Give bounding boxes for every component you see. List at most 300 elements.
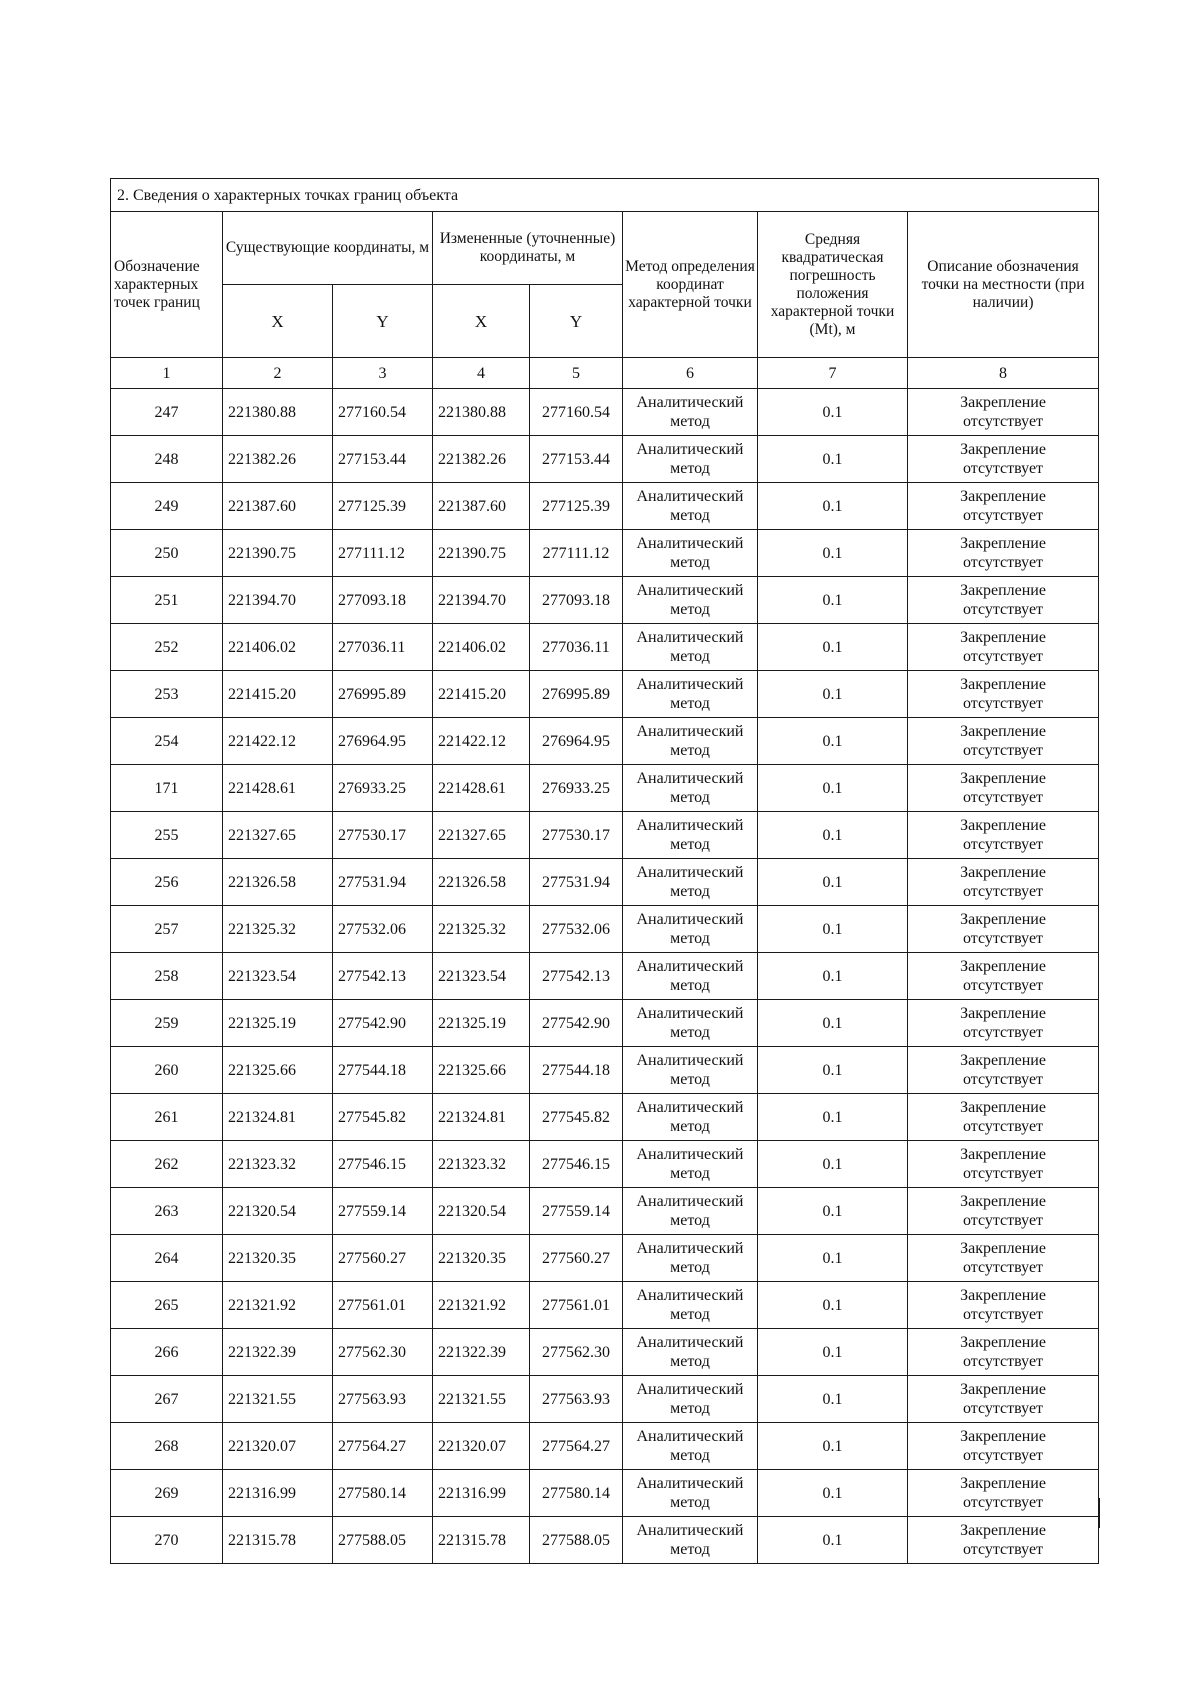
mt-cell: 0.1	[758, 671, 908, 718]
mt-cell: 0.1	[758, 436, 908, 483]
mt-cell: 0.1	[758, 1282, 908, 1329]
y-changed-cell	[530, 389, 623, 436]
header-point-designation: Обозначение характерных точек границ	[111, 212, 223, 358]
table-row	[111, 530, 1099, 577]
x-changed-cell: 221327.65	[433, 812, 530, 859]
method-value: Аналитический метод	[636, 1052, 744, 1088]
point-id-cell: 261	[111, 1094, 223, 1141]
column-numbers-row	[111, 358, 1099, 389]
table-row	[111, 1094, 1099, 1141]
mt-cell: 0.1	[758, 1000, 908, 1047]
method-value: Аналитический метод	[636, 864, 744, 900]
description-cell	[908, 1329, 1099, 1376]
method-cell	[623, 1282, 758, 1329]
y-existing-cell: 277531.94	[333, 859, 433, 906]
description-value: Закрепление отсутствует	[960, 1240, 1046, 1276]
header-method: Метод определения координат характерной точки	[623, 212, 758, 358]
point-id-cell: 260	[111, 1047, 223, 1094]
method-value: Аналитический метод	[636, 1334, 744, 1370]
y-changed-cell	[530, 530, 623, 577]
point-id-cell: 259	[111, 1000, 223, 1047]
table-row	[111, 1000, 1099, 1047]
mt-cell: 0.1	[758, 859, 908, 906]
y-changed-cell	[530, 1047, 623, 1094]
header-description: Описание обозначения точки на местности (при наличии)	[908, 212, 1099, 358]
table-row	[111, 906, 1099, 953]
table-row	[111, 1047, 1099, 1094]
method-value: Аналитический метод	[636, 535, 744, 571]
y-changed-value: 277564.27	[542, 1437, 610, 1455]
x-changed-cell: 221321.92	[433, 1282, 530, 1329]
method-cell	[623, 1047, 758, 1094]
point-id-cell: 252	[111, 624, 223, 671]
description-cell	[908, 906, 1099, 953]
point-id-cell: 266	[111, 1329, 223, 1376]
method-cell	[623, 1376, 758, 1423]
y-existing-cell: 277546.15	[333, 1141, 433, 1188]
description-value: Закрепление отсутствует	[960, 582, 1046, 618]
y-existing-cell: 277036.11	[333, 624, 433, 671]
table-row	[111, 1188, 1099, 1235]
y-existing-cell: 277545.82	[333, 1094, 433, 1141]
description-value: Закрепление отсутствует	[960, 676, 1046, 712]
table-continuation	[110, 1498, 1100, 1528]
y-changed-value: 277545.82	[542, 1108, 610, 1126]
header-x-changed: X	[433, 285, 530, 358]
method-value: Аналитический метод	[636, 770, 744, 806]
y-existing-cell: 277561.01	[333, 1282, 433, 1329]
x-existing-cell: 221315.78	[223, 1517, 333, 1564]
column-number: 5	[530, 358, 623, 389]
y-changed-cell	[530, 906, 623, 953]
y-existing-cell: 276995.89	[333, 671, 433, 718]
column-number: 7	[758, 358, 908, 389]
y-existing-cell: 277542.13	[333, 953, 433, 1000]
description-cell	[908, 1376, 1099, 1423]
table-row	[111, 812, 1099, 859]
y-changed-cell	[530, 1282, 623, 1329]
point-id-cell: 255	[111, 812, 223, 859]
method-cell	[623, 1235, 758, 1282]
x-existing-cell: 221320.07	[223, 1423, 333, 1470]
y-existing-cell: 277530.17	[333, 812, 433, 859]
x-existing-cell: 221406.02	[223, 624, 333, 671]
table-row	[111, 436, 1099, 483]
mt-cell: 0.1	[758, 906, 908, 953]
description-value: Закрепление отсутствует	[960, 817, 1046, 853]
y-changed-cell	[530, 1423, 623, 1470]
x-changed-cell: 221315.78	[433, 1517, 530, 1564]
point-id-cell: 254	[111, 718, 223, 765]
mt-cell: 0.1	[758, 812, 908, 859]
x-changed-cell: 221390.75	[433, 530, 530, 577]
point-id-cell: 262	[111, 1141, 223, 1188]
column-number: 1	[111, 358, 223, 389]
y-changed-cell	[530, 1329, 623, 1376]
y-changed-value: 277160.54	[542, 403, 610, 421]
point-id-cell: 265	[111, 1282, 223, 1329]
point-id-cell: 268	[111, 1423, 223, 1470]
mt-cell: 0.1	[758, 577, 908, 624]
description-cell	[908, 436, 1099, 483]
column-number: 8	[908, 358, 1099, 389]
description-cell	[908, 1282, 1099, 1329]
y-changed-value: 277530.17	[542, 826, 610, 844]
mt-cell: 0.1	[758, 1423, 908, 1470]
x-existing-cell: 221390.75	[223, 530, 333, 577]
column-number: 3	[333, 358, 433, 389]
method-value: Аналитический метод	[636, 1381, 744, 1417]
description-value: Закрепление отсутствует	[960, 1193, 1046, 1229]
y-changed-value: 277093.18	[542, 591, 610, 609]
method-cell	[623, 1329, 758, 1376]
column-number: 4	[433, 358, 530, 389]
description-value: Закрепление отсутствует	[960, 911, 1046, 947]
method-value: Аналитический метод	[636, 488, 744, 524]
header-changed-coordinates: Измененные (уточненные) координаты, м	[433, 212, 623, 285]
table-row	[111, 483, 1099, 530]
point-id-cell: 269	[111, 1470, 223, 1517]
table-row	[111, 671, 1099, 718]
y-changed-cell	[530, 765, 623, 812]
mt-cell: 0.1	[758, 1047, 908, 1094]
table-row	[111, 1376, 1099, 1423]
method-value: Аналитический метод	[636, 958, 744, 994]
x-existing-cell: 221325.19	[223, 1000, 333, 1047]
description-cell	[908, 953, 1099, 1000]
method-value: Аналитический метод	[636, 911, 744, 947]
table-row	[111, 859, 1099, 906]
method-value: Аналитический метод	[636, 1522, 744, 1558]
method-cell	[623, 906, 758, 953]
x-existing-cell: 221428.61	[223, 765, 333, 812]
column-number: 2	[223, 358, 333, 389]
description-cell	[908, 577, 1099, 624]
header-x-existing: X	[223, 285, 333, 358]
table-row	[111, 1141, 1099, 1188]
method-value: Аналитический метод	[636, 1475, 744, 1511]
y-existing-cell: 277532.06	[333, 906, 433, 953]
mt-cell: 0.1	[758, 953, 908, 1000]
x-changed-cell: 221323.32	[433, 1141, 530, 1188]
y-changed-cell	[530, 1376, 623, 1423]
point-id-cell: 251	[111, 577, 223, 624]
y-changed-cell	[530, 483, 623, 530]
mt-cell: 0.1	[758, 1376, 908, 1423]
method-cell	[623, 577, 758, 624]
x-existing-cell: 221324.81	[223, 1094, 333, 1141]
method-cell	[623, 1423, 758, 1470]
method-cell	[623, 624, 758, 671]
mt-cell: 0.1	[758, 624, 908, 671]
table-row	[111, 389, 1099, 436]
method-value: Аналитический метод	[636, 394, 744, 430]
y-changed-value: 277560.27	[542, 1249, 610, 1267]
x-existing-cell: 221382.26	[223, 436, 333, 483]
table-row	[111, 718, 1099, 765]
y-existing-cell: 277544.18	[333, 1047, 433, 1094]
mt-cell: 0.1	[758, 530, 908, 577]
x-existing-cell: 221323.54	[223, 953, 333, 1000]
description-cell	[908, 483, 1099, 530]
y-existing-cell: 277111.12	[333, 530, 433, 577]
header-error: Средняя квадратическая погрешность положения характерной точки (Mt), м	[758, 212, 908, 358]
table-row	[111, 1235, 1099, 1282]
y-existing-cell: 277588.05	[333, 1517, 433, 1564]
description-value: Закрепление отсутствует	[960, 488, 1046, 524]
description-value: Закрепление отсутствует	[960, 1428, 1046, 1464]
x-existing-cell: 221422.12	[223, 718, 333, 765]
y-changed-value: 277563.93	[542, 1390, 610, 1408]
point-id-cell: 263	[111, 1188, 223, 1235]
description-cell	[908, 812, 1099, 859]
description-cell	[908, 1047, 1099, 1094]
description-cell	[908, 1423, 1099, 1470]
y-changed-value: 276933.25	[542, 779, 610, 797]
description-value: Закрепление отсутствует	[960, 723, 1046, 759]
description-value: Закрепление отсутствует	[960, 770, 1046, 806]
y-existing-cell: 277093.18	[333, 577, 433, 624]
description-cell	[908, 765, 1099, 812]
y-changed-value: 277546.15	[542, 1155, 610, 1173]
method-value: Аналитический метод	[636, 1428, 744, 1464]
y-changed-cell	[530, 624, 623, 671]
point-id-cell: 258	[111, 953, 223, 1000]
point-id-cell: 171	[111, 765, 223, 812]
method-cell	[623, 671, 758, 718]
mt-cell: 0.1	[758, 1517, 908, 1564]
y-changed-value: 276964.95	[542, 732, 610, 750]
description-cell	[908, 1188, 1099, 1235]
y-changed-cell	[530, 436, 623, 483]
point-id-cell: 257	[111, 906, 223, 953]
method-cell	[623, 1000, 758, 1047]
point-id-cell: 253	[111, 671, 223, 718]
table-row	[111, 1282, 1099, 1329]
y-existing-cell: 277563.93	[333, 1376, 433, 1423]
description-value: Закрепление отсутствует	[960, 629, 1046, 665]
y-changed-value: 277542.13	[542, 967, 610, 985]
y-existing-cell: 276964.95	[333, 718, 433, 765]
method-value: Аналитический метод	[636, 1005, 744, 1041]
description-value: Закрепление отсутствует	[960, 394, 1046, 430]
y-changed-value: 277531.94	[542, 873, 610, 891]
y-changed-cell	[530, 577, 623, 624]
method-value: Аналитический метод	[636, 817, 744, 853]
mt-cell: 0.1	[758, 1470, 908, 1517]
description-value: Закрепление отсутствует	[960, 1475, 1046, 1511]
y-existing-cell: 277542.90	[333, 1000, 433, 1047]
x-existing-cell: 221320.54	[223, 1188, 333, 1235]
method-value: Аналитический метод	[636, 1193, 744, 1229]
x-changed-cell: 221322.39	[433, 1329, 530, 1376]
header-existing-coordinates: Существующие координаты, м	[223, 212, 433, 285]
y-changed-value: 277111.12	[542, 544, 610, 562]
y-changed-value: 277153.44	[542, 450, 610, 468]
description-value: Закрепление отсутствует	[960, 535, 1046, 571]
y-changed-value: 277125.39	[542, 497, 610, 515]
y-changed-value: 277532.06	[542, 920, 610, 938]
x-changed-cell: 221325.32	[433, 906, 530, 953]
point-id-cell: 267	[111, 1376, 223, 1423]
x-existing-cell: 221394.70	[223, 577, 333, 624]
y-existing-cell: 277160.54	[333, 389, 433, 436]
section-title: 2. Сведения о характерных точках границ объекта	[111, 179, 1099, 212]
description-value: Закрепление отсутствует	[960, 1287, 1046, 1323]
y-changed-cell	[530, 1188, 623, 1235]
y-changed-cell	[530, 1141, 623, 1188]
x-changed-cell: 221394.70	[433, 577, 530, 624]
table-row	[111, 1329, 1099, 1376]
method-cell	[623, 1141, 758, 1188]
mt-cell: 0.1	[758, 1094, 908, 1141]
x-existing-cell: 221323.32	[223, 1141, 333, 1188]
x-changed-cell: 221316.99	[433, 1470, 530, 1517]
table-row	[111, 624, 1099, 671]
description-value: Закрепление отсутствует	[960, 958, 1046, 994]
document-page	[110, 178, 1098, 1564]
table-row	[111, 577, 1099, 624]
x-existing-cell: 221321.92	[223, 1282, 333, 1329]
point-id-cell: 256	[111, 859, 223, 906]
x-changed-cell: 221326.58	[433, 859, 530, 906]
table-body	[111, 389, 1099, 1564]
method-value: Аналитический метод	[636, 676, 744, 712]
header-y-changed: Y	[530, 285, 623, 358]
point-id-cell: 248	[111, 436, 223, 483]
description-cell	[908, 1094, 1099, 1141]
x-changed-cell: 221321.55	[433, 1376, 530, 1423]
description-cell	[908, 859, 1099, 906]
method-cell	[623, 1094, 758, 1141]
x-changed-cell: 221320.07	[433, 1423, 530, 1470]
method-cell	[623, 812, 758, 859]
x-existing-cell: 221316.99	[223, 1470, 333, 1517]
x-existing-cell: 221325.32	[223, 906, 333, 953]
method-cell	[623, 765, 758, 812]
table-row	[111, 1423, 1099, 1470]
x-changed-cell: 221387.60	[433, 483, 530, 530]
x-changed-cell: 221324.81	[433, 1094, 530, 1141]
y-changed-value: 277580.14	[542, 1484, 610, 1502]
x-changed-cell: 221428.61	[433, 765, 530, 812]
x-existing-cell: 221322.39	[223, 1329, 333, 1376]
mt-cell: 0.1	[758, 718, 908, 765]
method-value: Аналитический метод	[636, 629, 744, 665]
description-cell	[908, 624, 1099, 671]
point-id-cell: 264	[111, 1235, 223, 1282]
y-existing-cell: 277562.30	[333, 1329, 433, 1376]
x-changed-cell: 221380.88	[433, 389, 530, 436]
y-existing-cell: 276933.25	[333, 765, 433, 812]
method-cell	[623, 436, 758, 483]
y-changed-cell	[530, 718, 623, 765]
mt-cell: 0.1	[758, 1188, 908, 1235]
x-changed-cell: 221323.54	[433, 953, 530, 1000]
point-id-cell: 250	[111, 530, 223, 577]
description-cell	[908, 718, 1099, 765]
x-changed-cell: 221320.35	[433, 1235, 530, 1282]
y-changed-value: 277588.05	[542, 1531, 610, 1549]
description-cell	[908, 1235, 1099, 1282]
method-cell	[623, 483, 758, 530]
description-value: Закрепление отсутствует	[960, 441, 1046, 477]
method-value: Аналитический метод	[636, 1099, 744, 1135]
description-value: Закрепление отсутствует	[960, 864, 1046, 900]
x-existing-cell: 221327.65	[223, 812, 333, 859]
description-value: Закрепление отсутствует	[960, 1334, 1046, 1370]
description-value: Закрепление отсутствует	[960, 1381, 1046, 1417]
y-existing-cell: 277153.44	[333, 436, 433, 483]
column-number: 6	[623, 358, 758, 389]
y-existing-cell: 277564.27	[333, 1423, 433, 1470]
method-value: Аналитический метод	[636, 441, 744, 477]
mt-cell: 0.1	[758, 1141, 908, 1188]
y-changed-value: 277559.14	[542, 1202, 610, 1220]
method-cell	[623, 859, 758, 906]
mt-cell: 0.1	[758, 1329, 908, 1376]
y-changed-cell	[530, 953, 623, 1000]
description-value: Закрепление отсутствует	[960, 1005, 1046, 1041]
x-changed-cell: 221325.66	[433, 1047, 530, 1094]
y-changed-cell	[530, 1000, 623, 1047]
y-changed-cell	[530, 671, 623, 718]
x-changed-cell: 221320.54	[433, 1188, 530, 1235]
method-cell	[623, 953, 758, 1000]
x-existing-cell: 221415.20	[223, 671, 333, 718]
description-value: Закрепление отсутствует	[960, 1099, 1046, 1135]
table-row	[111, 765, 1099, 812]
y-changed-cell	[530, 859, 623, 906]
method-value: Аналитический метод	[636, 1146, 744, 1182]
x-existing-cell: 221320.35	[223, 1235, 333, 1282]
header-y-existing: Y	[333, 285, 433, 358]
x-changed-cell: 221325.19	[433, 1000, 530, 1047]
point-id-cell: 247	[111, 389, 223, 436]
y-changed-value: 277542.90	[542, 1014, 610, 1032]
method-cell	[623, 718, 758, 765]
description-value: Закрепление отсутствует	[960, 1146, 1046, 1182]
y-existing-cell: 277125.39	[333, 483, 433, 530]
x-changed-cell: 221406.02	[433, 624, 530, 671]
y-changed-cell	[530, 812, 623, 859]
y-changed-value: 277544.18	[542, 1061, 610, 1079]
y-changed-value: 276995.89	[542, 685, 610, 703]
method-value: Аналитический метод	[636, 1287, 744, 1323]
x-changed-cell: 221415.20	[433, 671, 530, 718]
description-cell	[908, 530, 1099, 577]
method-cell	[623, 389, 758, 436]
method-cell	[623, 530, 758, 577]
method-value: Аналитический метод	[636, 723, 744, 759]
y-changed-cell	[530, 1235, 623, 1282]
y-existing-cell: 277580.14	[333, 1470, 433, 1517]
description-cell	[908, 1000, 1099, 1047]
description-value: Закрепление отсутствует	[960, 1522, 1046, 1558]
method-value: Аналитический метод	[636, 1240, 744, 1276]
boundary-points-table	[110, 178, 1099, 1564]
method-cell	[623, 1188, 758, 1235]
description-cell	[908, 671, 1099, 718]
y-changed-cell	[530, 1094, 623, 1141]
x-existing-cell: 221380.88	[223, 389, 333, 436]
x-existing-cell: 221321.55	[223, 1376, 333, 1423]
y-changed-value: 277036.11	[542, 638, 610, 656]
x-existing-cell: 221325.66	[223, 1047, 333, 1094]
description-value: Закрепление отсутствует	[960, 1052, 1046, 1088]
x-existing-cell: 221326.58	[223, 859, 333, 906]
y-existing-cell: 277560.27	[333, 1235, 433, 1282]
